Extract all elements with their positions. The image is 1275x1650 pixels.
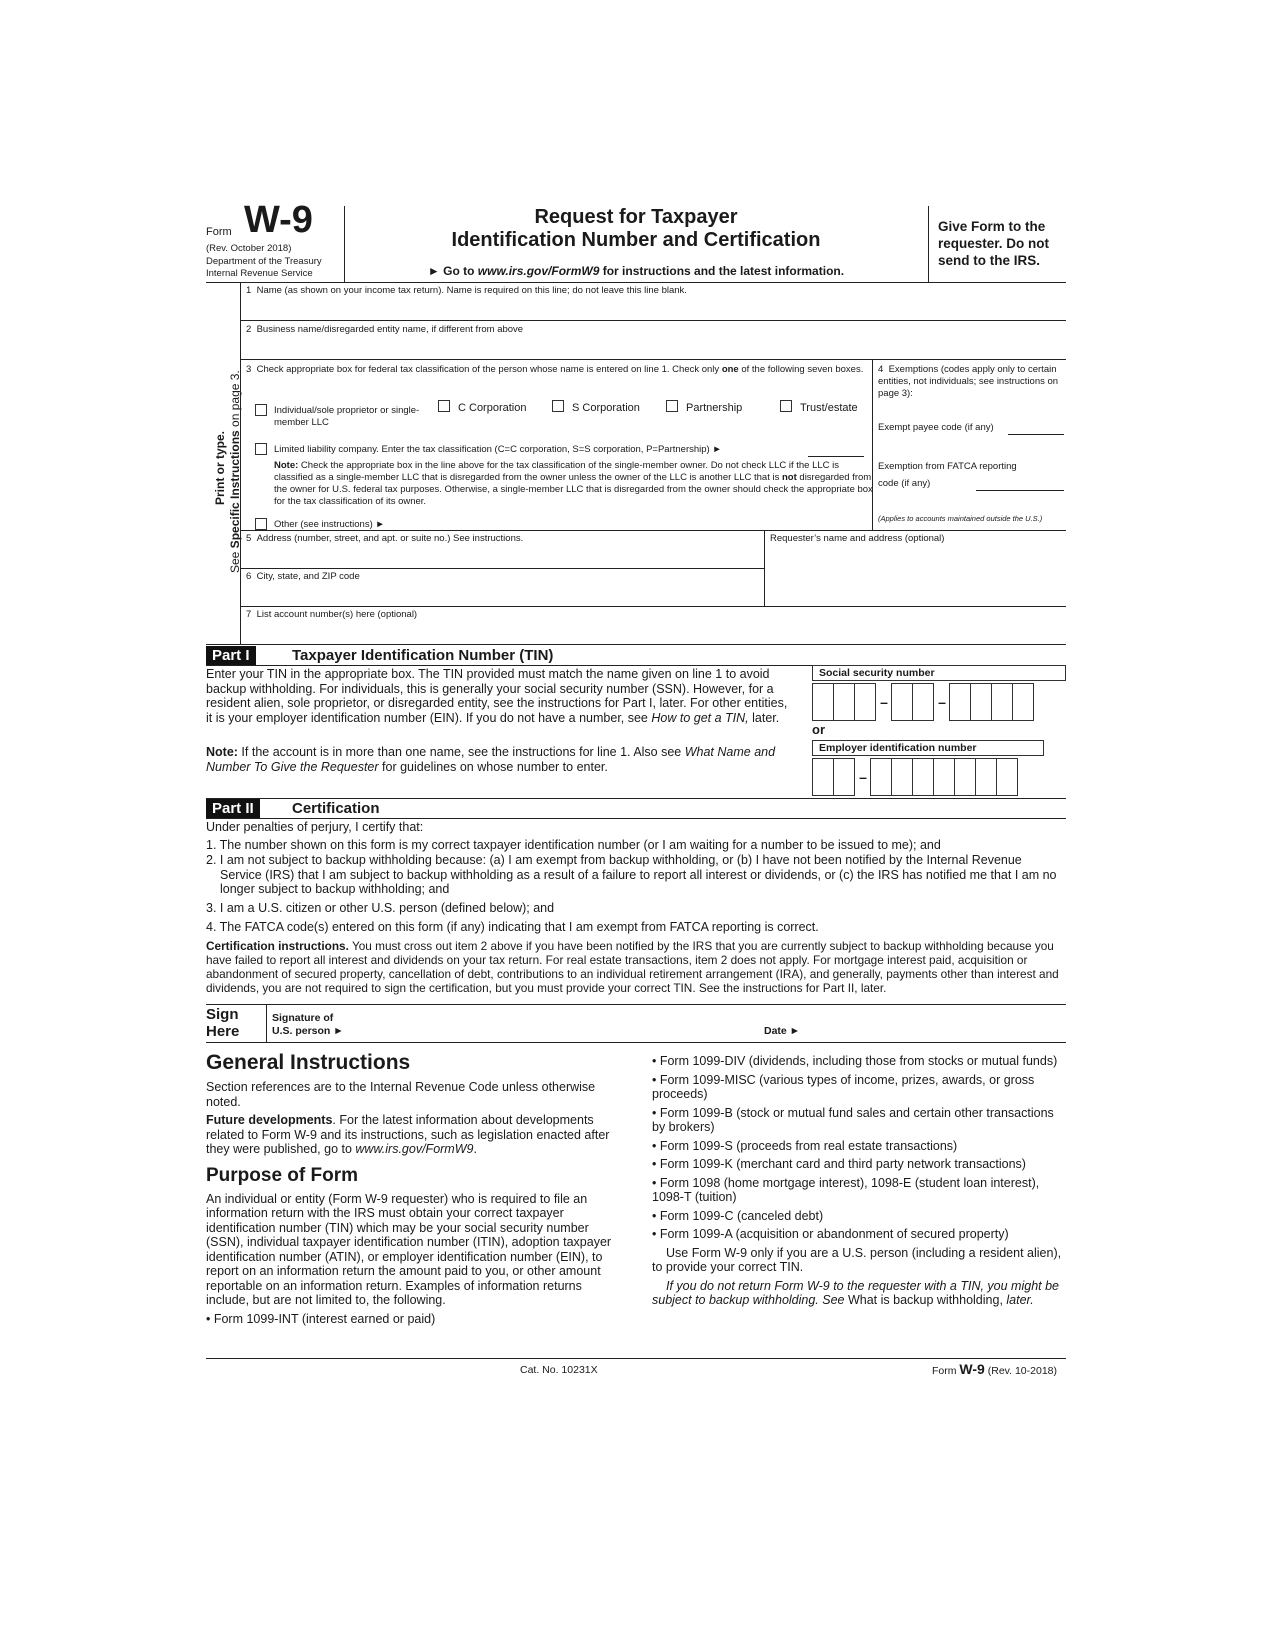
sign-here-label: Sign Here (206, 1006, 240, 1040)
form-number: W-9 (244, 199, 313, 241)
requester-label: Requester’s name and address (optional) (770, 533, 945, 544)
llc-checkbox[interactable] (255, 443, 267, 455)
form-revision: (Rev. October 2018) (206, 243, 292, 254)
llc-label: Limited liability company. Enter the tax classification (C=C corporation, S=S corporation, P=Partnership) ► (274, 444, 722, 455)
line-5-label: 5 Address (number, street, and apt. or suite no.) See instructions. (246, 533, 524, 544)
requester-field[interactable] (770, 546, 1064, 602)
future-developments: Future developments. For the latest information about developments related to Form W-9 and its instructions, such as legislation enacted after they were published, go to www.irs.gov/FormW9. (206, 1113, 610, 1156)
form-word: Form (206, 226, 232, 238)
individual-checkbox[interactable] (255, 404, 267, 416)
list-item: • Form 1098 (home mortgage interest), 1098-E (student loan interest), 1098-T (tuition) (652, 1175, 1040, 1204)
bullet-1099-int: • Form 1099-INT (interest earned or paid) (206, 1311, 436, 1326)
s-corporation-label: S Corporation (572, 402, 640, 414)
list-item: • Form 1099-S (proceeds from real estate transactions) (652, 1138, 958, 1153)
give-form-notice: Give Form to the requester. Do not send to the IRS. (938, 219, 1050, 268)
line-2-label: 2 Business name/disregarded entity name, if different from above (246, 324, 524, 335)
address-field[interactable] (246, 546, 760, 568)
agency: Internal Revenue Service (206, 268, 313, 279)
name-field[interactable] (246, 298, 1066, 320)
print-or-type: Print or type. (213, 430, 227, 505)
ein-label: Employer identification number (812, 740, 1044, 756)
fatca-label-2: code (if any) (878, 478, 931, 489)
general-instructions-heading: General Instructions (206, 1051, 411, 1074)
business-name-field[interactable] (246, 337, 1066, 359)
section-references: Section references are to the Internal Revenue Code unless otherwise noted. (206, 1080, 596, 1109)
form-title: Request for Taxpayer Identification Number and Certification (451, 206, 821, 251)
account-numbers-field[interactable] (246, 622, 1066, 642)
ssn-label: Social security number (812, 665, 1066, 681)
c-corporation-label: C Corporation (458, 402, 527, 414)
s-corporation-checkbox[interactable] (552, 400, 564, 412)
cert-item-4: 4. The FATCA code(s) entered on this form (if any) indicating that I am exempt from FATCA reporting is correct. (206, 920, 819, 934)
fatca-label-1: Exemption from FATCA reporting (878, 461, 1017, 472)
signature-label: Signature of U.S. person ► (272, 1012, 344, 1037)
catalog-number: Cat. No. 10231X (520, 1364, 598, 1376)
part-1-label: Part I (206, 646, 256, 665)
other-checkbox[interactable] (255, 518, 267, 530)
footer-form-id: Form W-9 (Rev. 10-2018) (932, 1361, 1057, 1377)
exemptions-label: 4 Exemptions (codes apply only to certain entities, not individuals; see instructions on page 3): (878, 364, 1059, 399)
line-3-label: 3 Check appropriate box for federal tax classification of the person whose name is entered on line 1. Check only one of the following seven boxes. (246, 364, 864, 375)
purpose-heading: Purpose of Form (206, 1164, 359, 1186)
list-item: • Form 1099-B (stock or mutual fund sales and certain other transactions by brokers) (652, 1105, 1054, 1134)
line-7-label: 7 List account number(s) here (optional) (246, 609, 418, 620)
list-item: • Form 1099-MISC (various types of income, prizes, awards, or gross proceeds) (652, 1072, 1035, 1101)
irs-url-link[interactable]: www.irs.gov/FormW9 (477, 264, 600, 278)
applies-note: (Applies to accounts maintained outside the U.S.) (878, 514, 1043, 523)
part-1-title: Taxpayer Identification Number (TIN) (292, 647, 554, 664)
llc-classification-field[interactable] (808, 456, 864, 457)
irs-url-link-2[interactable]: www.irs.gov/FormW9 (355, 1142, 474, 1156)
part-1-instructions: Enter your TIN in the appropriate box. The TIN provided must match the name given on line 1 to avoid backup withholding. For individuals, this is generally your social security number (SSN). However, for a resident alien, sole proprietor, or disregarded entity, see the instructions for Part I, later. For other entities, it is your employer identification number (EIN). If you do not have a number, see How to get a TIN, later. (206, 667, 788, 725)
part-2-title: Certification (292, 800, 380, 817)
certification-instructions: Certification instructions. You must cross out item 2 above if you have been notified by the IRS that you are currently subject to backup withholding because you have failed to report all interest and dividends on your tax return. For real estate transactions, item 2 does not apply. For mortgage interest paid, acquisition or abandonment of secured property, cancellation of debt, contributions to an individual retirement arrangement (IRA), and generally, payments other than interest and dividends, you are not required to sign the certification, but you must provide your correct TIN. See the instructions for Part II, later. (206, 939, 1059, 995)
ssn-field[interactable]: – – (813, 683, 1034, 721)
date-label: Date ► (764, 1025, 801, 1037)
individual-label: Individual/sole proprietor or single-member LLC (274, 405, 420, 428)
exempt-payee-field[interactable] (1008, 434, 1064, 435)
signature-field[interactable] (360, 1010, 760, 1040)
trust-estate-label: Trust/estate (800, 402, 858, 414)
part-2-label: Part II (206, 799, 260, 818)
c-corporation-checkbox[interactable] (438, 400, 450, 412)
other-label: Other (see instructions) ► (274, 519, 385, 530)
general-instructions-column (206, 1050, 616, 1326)
list-item: • Form 1099-A (acquisition or abandonment of secured property) (652, 1227, 1009, 1241)
line-1-label: 1 Name (as shown on your income tax return). Name is required on this line; do not leave this line blank. (246, 285, 687, 296)
line-6-label: 6 City, state, and ZIP code (246, 571, 360, 582)
use-form-w9: Use Form W-9 only if you are a U.S. person (including a resident alien), to provide your correct TIN. (652, 1245, 1062, 1274)
date-field[interactable] (806, 1018, 1064, 1040)
backup-withholding-warning: If you do not return Form W-9 to the requester with a TIN, you might be subject to backup withholding. See What is backup withholding, later. (652, 1278, 1059, 1307)
cert-item-2: 2. I am not subject to backup withholding because: (a) I am exempt from backup withholding, or (b) I have not been notified by the Internal Revenue Service (IRS) that I am subject to backup withholding as a result of a failure to report all interest or dividends, or (c) the IRS has notified me that I am no longer subject to backup withholding; and (206, 853, 1057, 896)
or-separator: or (812, 722, 825, 737)
llc-note: Note: Check the appropriate box in the line above for the tax classification of the single-member owner. Do not check LLC if the LLC is classified as a single-member LLC that is disregarded from the owner unless the owner of the LLC is another LLC that is not disregarded from the owner for U.S. federal tax purposes. Otherwise, a single-member LLC that is disregarded from the owner should check the appropriate box for the tax classification of its owner. (274, 460, 873, 507)
exempt-payee-label: Exempt payee code (if any) (878, 422, 994, 433)
trust-estate-checkbox[interactable] (780, 400, 792, 412)
purpose-text: An individual or entity (Form W-9 requester) who is required to file an information return with the IRS must obtain your correct taxpayer identification number (TIN) which may be your social security number (SSN), individual taxpayer identification number (ITIN), adoption taxpayer identification number (ATIN), or employer identification number (EIN), to report on an information return the amount paid to you, or other amount reportable on an information return. Examples of information returns include, but are not limited to, the following. (206, 1191, 612, 1307)
perjury-intro: Under penalties of perjury, I certify that: (206, 820, 424, 834)
ein-field[interactable]: – (813, 758, 1018, 796)
go-to-line: ► Go to www.irs.gov/FormW9 for instructions and the latest information. (427, 264, 845, 278)
list-item: • Form 1099-C (canceled debt) (652, 1208, 824, 1223)
list-item: • Form 1099-DIV (dividends, including those from stocks or mutual funds) (652, 1054, 1058, 1068)
partnership-checkbox[interactable] (666, 400, 678, 412)
city-state-zip-field[interactable] (246, 584, 760, 604)
department: Department of the Treasury (206, 256, 322, 267)
list-item: • Form 1099-K (merchant card and third party network transactions) (652, 1157, 1026, 1171)
form-list-column (652, 1054, 1064, 1308)
fatca-code-field[interactable] (976, 490, 1064, 491)
cert-item-1: 1. The number shown on this form is my correct taxpayer identification number (or I am waiting for a number to be issued to me); and (206, 838, 941, 852)
cert-item-3: 3. I am a U.S. citizen or other U.S. person (defined below); and (206, 901, 555, 915)
partnership-label: Partnership (686, 402, 743, 414)
part-1-note: Note: If the account is in more than one name, see the instructions for line 1. Also see What Name and Number To Give the Requester for guidelines on whose number to enter. (206, 745, 776, 774)
see-specific-instructions: See Specific Instructions on page 3. (228, 370, 242, 573)
